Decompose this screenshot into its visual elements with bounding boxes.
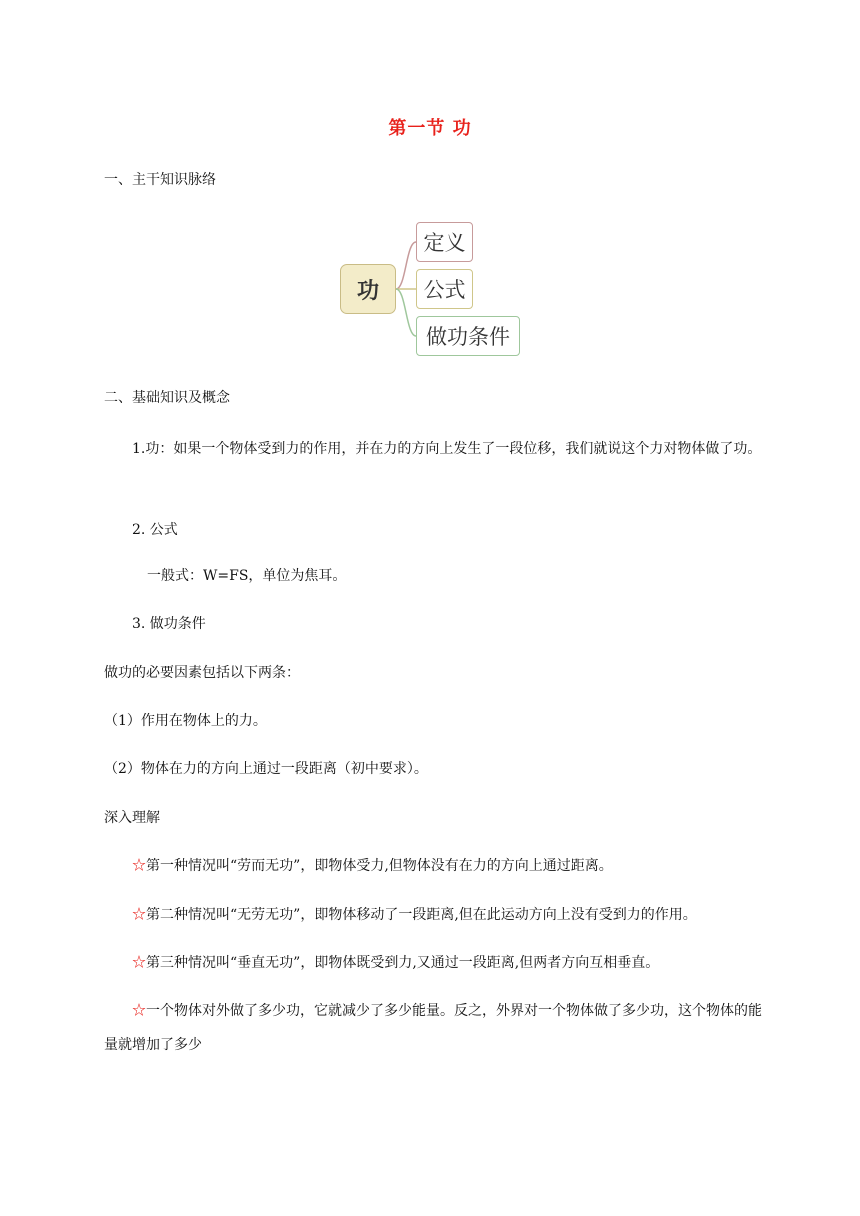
deep-item-1-text: 第一种情况叫“劳而无功”，即物体受力,但物体没有在力的方向上通过距离。	[146, 858, 613, 874]
star-icon: ☆	[132, 955, 146, 971]
deep-understanding-heading: 深入理解	[104, 810, 160, 826]
mind-map-node-definition: 定义	[416, 222, 473, 262]
conditions-intro: 做功的必要因素包括以下两条：	[104, 665, 300, 681]
star-icon: ☆	[132, 907, 146, 923]
deep-item-2-text: 第二种情况叫“无劳无功”，即物体移动了一段距离,但在此运动方向上没有受到力的作用。	[146, 907, 697, 923]
star-icon: ☆	[132, 858, 146, 874]
deep-item-4	[104, 994, 774, 1062]
formula-heading: 2. 公式	[132, 522, 178, 538]
mind-map-node-conditions: 做功条件	[416, 316, 520, 356]
deep-item-1	[132, 856, 613, 876]
star-icon: ☆	[132, 1003, 146, 1019]
deep-item-3-text: 第三种情况叫“垂直无功”，即物体既受到力,又通过一段距离,但两者方向互相垂直。	[146, 955, 660, 971]
mind-map-root: 功	[340, 264, 396, 314]
mind-map-node-formula: 公式	[416, 269, 473, 309]
deep-item-2	[132, 905, 697, 925]
page-title: 第一节 功	[388, 118, 472, 139]
condition-2: （2）物体在力的方向上通过一段距离（初中要求）。	[104, 761, 428, 777]
definition-paragraph: 1.功：如果一个物体受到力的作用，并在力的方向上发生了一段位移，我们就说这个力对物体做了功。	[132, 441, 762, 457]
section1-heading: 一、主干知识脉络	[104, 172, 216, 188]
deep-item-3	[132, 953, 659, 973]
section2-heading: 二、基础知识及概念	[104, 390, 230, 406]
conditions-heading: 3. 做功条件	[132, 616, 206, 632]
formula-detail: 一般式：W=FS，单位为焦耳。	[147, 568, 347, 584]
condition-1: （1）作用在物体上的力。	[104, 713, 267, 729]
mind-map	[340, 220, 530, 360]
deep-item-4-text: 一个物体对外做了多少功，它就减少了多少能量。反之，外界对一个物体做了多少功，这个物体的能量就增加了多少	[104, 1003, 762, 1053]
